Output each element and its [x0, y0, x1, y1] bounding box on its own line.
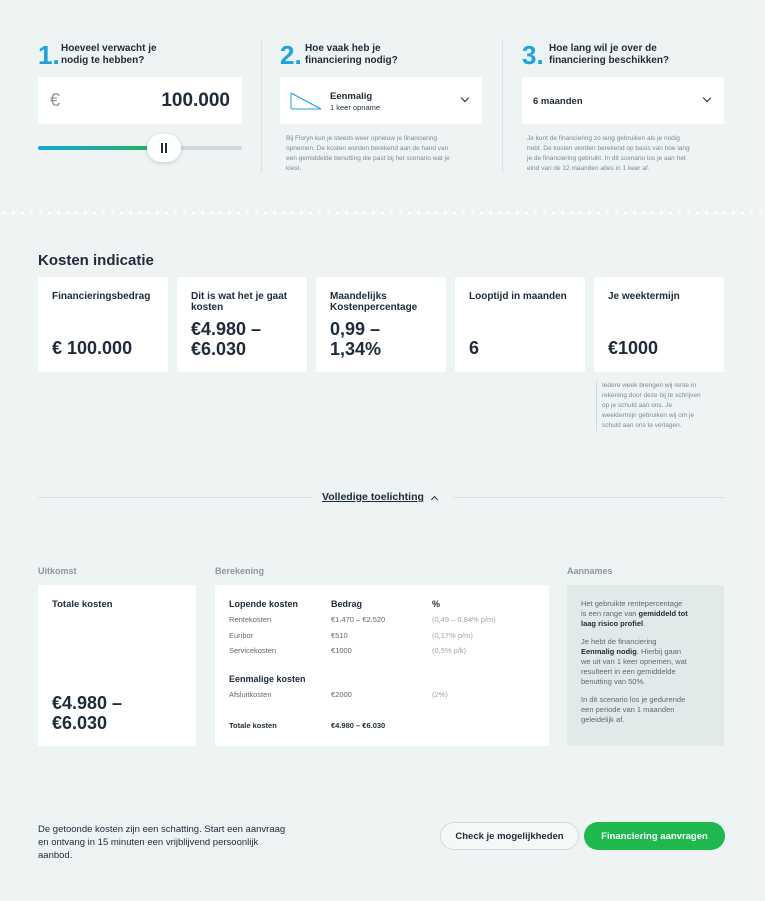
duration-help-line: hebt. De kosten worden berekend op basis van hoe lang — [527, 145, 690, 152]
note-line: schuld aan ons te verlagen. — [602, 422, 682, 429]
row-amount: €510 — [331, 631, 348, 640]
row-pct: (2%) — [432, 690, 448, 699]
row-name: Afsluitkosten — [229, 690, 272, 699]
step-3-title-line2: financiering beschikken? — [549, 55, 670, 66]
duration-help — [527, 134, 727, 174]
card-label: Maandelijks — [330, 291, 387, 302]
card-label: Looptijd in maanden — [469, 291, 567, 302]
footer-line: en ontvang in 15 minuten een vrijblijvend persoonlijk — [38, 837, 259, 848]
note-line: op je schuld aan ons. Je — [602, 402, 673, 409]
amount-slider[interactable] — [38, 134, 242, 162]
step-1-title — [61, 43, 157, 67]
card-value: 0,99 – — [330, 319, 381, 339]
frequency-help-line: Bij Floryn kun je steeds weer opnieuw je financiering — [286, 135, 438, 142]
row-pct: (0,5% p/k) — [432, 646, 467, 655]
col-percentage: % — [432, 599, 441, 609]
kosten-card-percentage — [316, 277, 446, 372]
duration-help-line: eind van de 12 maanden alles in 1 keer af. — [527, 165, 650, 172]
frequency-select[interactable] — [280, 77, 482, 124]
section-berekening: Berekening — [215, 566, 265, 576]
row-amount: €1000 — [331, 646, 352, 655]
card-label: Dit is wat het je gaat — [191, 291, 288, 302]
divider — [261, 40, 262, 173]
assump-text: Het gebruikte rentepercentage — [581, 599, 683, 608]
aannames-card — [567, 585, 724, 746]
duration-select[interactable] — [522, 77, 724, 124]
aannames-p1 — [581, 599, 716, 629]
row-amount: €1.470 – €2.520 — [331, 615, 386, 624]
chevron-down-icon — [703, 94, 711, 102]
toelichting-label: Volledige toelichting — [322, 491, 424, 503]
card-value: €1000 — [608, 338, 659, 358]
assump-text: resulteert in een gemiddelde — [581, 667, 676, 676]
card-label: Je weektermijn — [608, 291, 680, 302]
section-aannames: Aannames — [567, 566, 613, 576]
duration-help-line: je de financiering gebruikt. In dit scenario los je aan het — [527, 155, 686, 162]
row-amount: €2000 — [331, 690, 352, 699]
total-name: Totale kosten — [229, 721, 277, 730]
chevron-down-icon — [461, 94, 469, 102]
dotted-separator — [0, 211, 765, 215]
card-value: 1,34% — [330, 339, 382, 359]
card-value: €6.030 — [191, 339, 247, 359]
card-value: €4.980 – — [191, 319, 262, 339]
duration-help-line: Je kunt de financiering zo lang gebruiken als je nodig — [527, 135, 680, 142]
duration-value: 6 maanden — [533, 96, 583, 107]
berekening-card — [215, 585, 549, 746]
total-amount: €4.980 – €6.030 — [331, 721, 386, 730]
step-1-number: 1. — [38, 40, 60, 70]
assump-text: In dit scenario los je gedurende — [581, 695, 686, 704]
step-1-title-line1: Hoeveel verwacht je — [61, 43, 157, 54]
uitkomst-value: €6.030 — [52, 713, 108, 733]
frequency-help — [286, 134, 486, 174]
card-value: € 100.000 — [52, 338, 133, 358]
step-2-title-line1: Hoe vaak heb je — [305, 43, 381, 54]
usage-graph-icon — [290, 92, 322, 110]
amount-input[interactable] — [38, 77, 242, 124]
row-name: Rentekosten — [229, 615, 272, 624]
row-pct: (0,17% p/m) — [432, 631, 473, 640]
assump-text: benutting van 50%. — [581, 677, 646, 686]
aannames-p2 — [581, 637, 716, 687]
financiering-aanvragen-button[interactable]: Financiering aanvragen — [584, 822, 725, 850]
frequency-help-line: opnemen. De kosten worden berekend aan de hand van — [286, 145, 449, 152]
assump-bold: laag risico profiel — [581, 619, 644, 628]
divider — [502, 40, 503, 173]
assump-bold: Eenmalig nodig — [581, 647, 637, 656]
assump-bold: gemiddeld tot — [638, 609, 688, 618]
card-label: Kostenpercentage — [330, 302, 418, 313]
kosten-title: Kosten indicatie — [38, 252, 154, 269]
frequency-help-line: kiest. — [286, 165, 302, 172]
kosten-card-totaal — [177, 277, 307, 372]
card-label: Financieringsbedrag — [52, 291, 151, 302]
frequency-help-line: een gemiddelde benutting die past bij het scenario wat je — [286, 155, 450, 162]
note-line: rekening door deze bij te schrijven — [602, 392, 701, 399]
chevron-up-icon[interactable] — [431, 496, 438, 503]
uitkomst-label: Totale kosten — [52, 599, 113, 610]
kosten-card-looptijd — [455, 277, 585, 372]
uitkomst-card — [38, 585, 196, 746]
footer-line: aanbod. — [38, 850, 73, 861]
assump-text: . — [643, 619, 646, 628]
frequency-subtitle: 1 keer opname — [330, 103, 381, 112]
note-line: weektermijn gebruiken wij om je — [602, 412, 695, 419]
slider-handle[interactable] — [147, 134, 181, 162]
row-name: Servicekosten — [229, 646, 277, 655]
step-3-title-line1: Hoe lang wil je over de — [549, 43, 657, 54]
assump-text: is een range van — [581, 609, 639, 618]
currency-symbol: € — [50, 90, 61, 110]
kosten-card-weektermijn — [594, 277, 724, 372]
col-bedrag: Bedrag — [331, 599, 363, 609]
footer-line: De getoonde kosten zijn een schatting. Start een aanvraag — [38, 824, 286, 835]
assump-text: geleidelijk af. — [581, 715, 625, 724]
weektermijn-note — [596, 381, 724, 431]
card-label: kosten — [191, 302, 224, 313]
step-2-title — [305, 43, 398, 67]
uitkomst-value: €4.980 – — [52, 693, 123, 713]
note-line: Iedere week brengen wij rente in — [602, 382, 696, 389]
assump-text: we uit van 1 keer opnemen, wat — [581, 657, 687, 666]
row-pct: (0,49 – 0,84% p/m) — [432, 615, 496, 624]
toelichting-toggle[interactable] — [322, 491, 424, 503]
eenmalige-kosten-title: Eenmalige kosten — [229, 674, 306, 684]
slider-fill — [38, 146, 164, 150]
amount-value: 100.000 — [161, 90, 230, 111]
aannames-p3 — [581, 695, 716, 725]
row-name: Euribor — [229, 631, 254, 640]
step-3-title — [549, 43, 669, 67]
divider — [453, 497, 724, 498]
divider — [38, 497, 312, 498]
assump-text: Je hebt de financiering — [581, 637, 657, 646]
frequency-title: Eenmalig — [330, 91, 373, 102]
footer-disclaimer — [38, 823, 285, 862]
step-2-number: 2. — [280, 40, 302, 70]
step-2-title-line2: financiering nodig? — [305, 55, 398, 66]
card-value: 6 — [469, 338, 480, 358]
col-lopende-kosten: Lopende kosten — [229, 599, 299, 609]
assump-text: een periode van 1 maanden — [581, 705, 675, 714]
section-uitkomst: Uitkomst — [38, 566, 77, 576]
step-3-number: 3. — [522, 40, 544, 70]
kosten-card-financieringsbedrag — [38, 277, 168, 372]
check-mogelijkheden-button[interactable]: Check je mogelijkheden — [440, 822, 579, 850]
step-1-title-line2: nodig te hebben? — [61, 55, 145, 66]
assump-text: . Hierbij gaan — [636, 647, 682, 656]
